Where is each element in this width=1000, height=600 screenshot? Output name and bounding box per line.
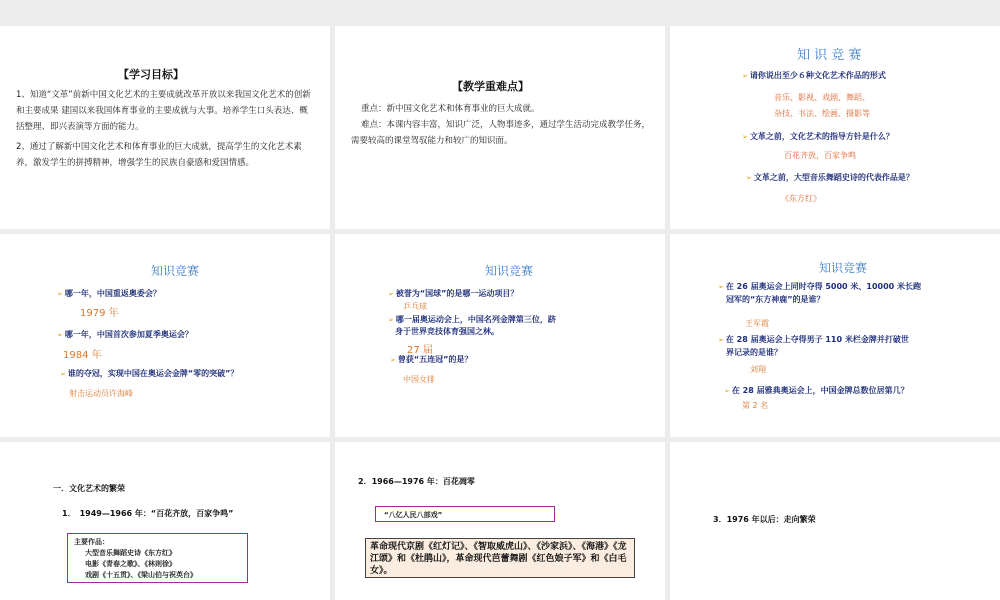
- answer-3: 射击运动员许海峰: [69, 389, 133, 398]
- question-3: ➢ 文革之前，大型音乐舞蹈史诗的代表作品是？: [746, 173, 914, 182]
- bullet-arrow-icon: ➢: [746, 174, 752, 182]
- works-line-2: 电影《青春之歌》、《林则徐》: [85, 560, 176, 568]
- model-operas-box: [365, 538, 635, 578]
- bullet-arrow-icon: ➢: [388, 290, 394, 298]
- bullet-arrow-icon: ➢: [724, 387, 730, 395]
- bullet-arrow-icon: ➢: [57, 290, 63, 298]
- works-line-1: 大型音乐舞蹈史诗《东方红》: [85, 549, 176, 557]
- bullet-arrow-icon: ➢: [390, 356, 396, 364]
- slide-culture-revival[interactable]: [670, 442, 1000, 600]
- slide-quiz-olympics-3[interactable]: [670, 234, 1000, 437]
- question-2: ➢ 文革之前，文化艺术的指导方针是什么？: [742, 132, 894, 141]
- slide-quiz-olympics-2[interactable]: [335, 234, 665, 437]
- slide-title: 知识竞赛: [819, 261, 868, 275]
- works-box-title: 主要作品：: [74, 538, 109, 546]
- question-3: ➢ 谁的夺冠，实现中国在奥运会金牌“零的突破”？: [60, 369, 239, 378]
- answer-2: 百花齐放，百家争鸣: [784, 151, 856, 160]
- question-2: ➢ 哪一年，中国首次参加夏季奥运会？: [57, 330, 193, 339]
- works-line-3: 戏剧《十五贯》、《梁山伯与祝英台》: [85, 571, 197, 579]
- answer-1-line-2: 杂技、书法、绘画、摄影等: [774, 109, 870, 118]
- works-box: [67, 533, 248, 583]
- question-2-line-1: ➢ 哪一届奥运动会上，中国名列金牌第三位，跻: [388, 315, 556, 324]
- slide-culture-decline[interactable]: [335, 442, 665, 600]
- bullet-arrow-icon: ➢: [742, 133, 748, 141]
- slogan-text: “八亿人民八部戏”: [384, 511, 443, 519]
- bullet-arrow-icon: ➢: [388, 316, 394, 324]
- question-3: ➢ 在 28 届雅典奥运会上，中国金牌总数位居第几？: [724, 386, 909, 395]
- slide-title: 知 识 竞 赛: [797, 48, 862, 63]
- question-1: ➢ 哪一年，中国重返奥委会？: [57, 289, 161, 298]
- answer-2: 刘翔: [750, 365, 766, 374]
- key-point: 重点：新中国文化艺术和体育事业的巨大成就。: [361, 104, 540, 114]
- slogan-box: [375, 506, 555, 522]
- section-heading: 一．文化艺术的繁荣: [53, 484, 125, 493]
- slide-quiz-olympics-1[interactable]: [0, 234, 330, 437]
- slide-culture-prosperity[interactable]: [0, 442, 330, 600]
- question-2-line-1: ➢ 在 28 届奥运会上夺得男子 110 米栏金牌并打破世: [718, 335, 909, 344]
- period-heading: 3．1976 年以后：走向繁荣: [713, 515, 816, 524]
- slide-key-points[interactable]: [335, 26, 665, 229]
- answer-2: 1984 年: [63, 350, 102, 361]
- question-2-line-2: 界记录的是谁？: [726, 348, 782, 357]
- slide-learning-goals[interactable]: [0, 26, 330, 229]
- answer-1: 王军霞: [745, 319, 769, 328]
- bullet-arrow-icon: ➢: [57, 331, 63, 339]
- question-1: ➢ 请你说出至少６种文化艺术作品的形式: [742, 71, 886, 80]
- bullet-arrow-icon: ➢: [718, 336, 724, 344]
- goal-paragraph-1: 1、知道“文革”前新中国文化艺术的主要成就改革开放以来我国文化艺术的创新和主要成果 建国以来我国体育事业的主要成就与大事。培养学生口头表达、概括整理、即兴表演等方面的能力。: [16, 90, 311, 132]
- answer-1: 1979 年: [80, 308, 119, 319]
- slide-title: 知识竞赛: [151, 264, 200, 278]
- slide-title: 【学习目标】: [118, 68, 184, 81]
- question-1-line-1: ➢ 在 26 届奥运会上同时夺得 5000 米、10000 米长跑: [718, 282, 922, 291]
- slide-quiz-culture[interactable]: [670, 26, 1000, 229]
- model-operas-text: 革命现代京剧《红灯记》、《智取威虎山》、《沙家浜》、《海港》《龙江颂》和《杜鹃山》，革命现代芭蕾舞剧《红色娘子军》和《白毛女》。: [370, 542, 627, 576]
- bullet-arrow-icon: ➢: [742, 72, 748, 80]
- slide-title: 【教学重难点】: [452, 80, 529, 93]
- period-heading: 1． 1949—1966 年：“百花齐放，百家争鸣”: [62, 509, 234, 518]
- goal-paragraph-2: 2、通过了解新中国文化艺术和体育事业的巨大成就，提高学生的文化艺术素养，激发学生的拼搏精神，增强学生的民族自豪感和爱国情感。: [16, 142, 302, 168]
- answer-1-line-1: 音乐、影视、戏剧、舞蹈、: [774, 93, 870, 102]
- answer-1: 乒乓球: [403, 302, 427, 311]
- bullet-arrow-icon: ➢: [718, 283, 724, 291]
- bullet-arrow-icon: ➢: [60, 370, 66, 378]
- period-heading: 2．1966—1976 年：百花凋零: [358, 477, 475, 486]
- difficult-point: 难点：本课内容丰富，知识广泛，人物事迹多，通过学生活动完成教学任务，需要较高的课堂驾驭能力和较广的知识面。: [351, 120, 651, 146]
- slide-title: 知识竞赛: [485, 264, 534, 278]
- answer-3: 第 2 名: [742, 401, 769, 410]
- question-2-line-2: 身于世界竞技体育强国之林。: [395, 327, 499, 336]
- answer-3: 《东方红》: [781, 194, 821, 203]
- answer-2: 27 届: [407, 345, 433, 356]
- question-3: ➢ 曾获“五连冠”的是？: [390, 355, 473, 364]
- answer-3: 中国女排: [403, 375, 435, 384]
- question-1-line-2: 冠军的“东方神鹿”的是谁？: [726, 295, 825, 304]
- question-1: ➢ 被誉为“国球”的是哪一运动项目？: [388, 289, 519, 298]
